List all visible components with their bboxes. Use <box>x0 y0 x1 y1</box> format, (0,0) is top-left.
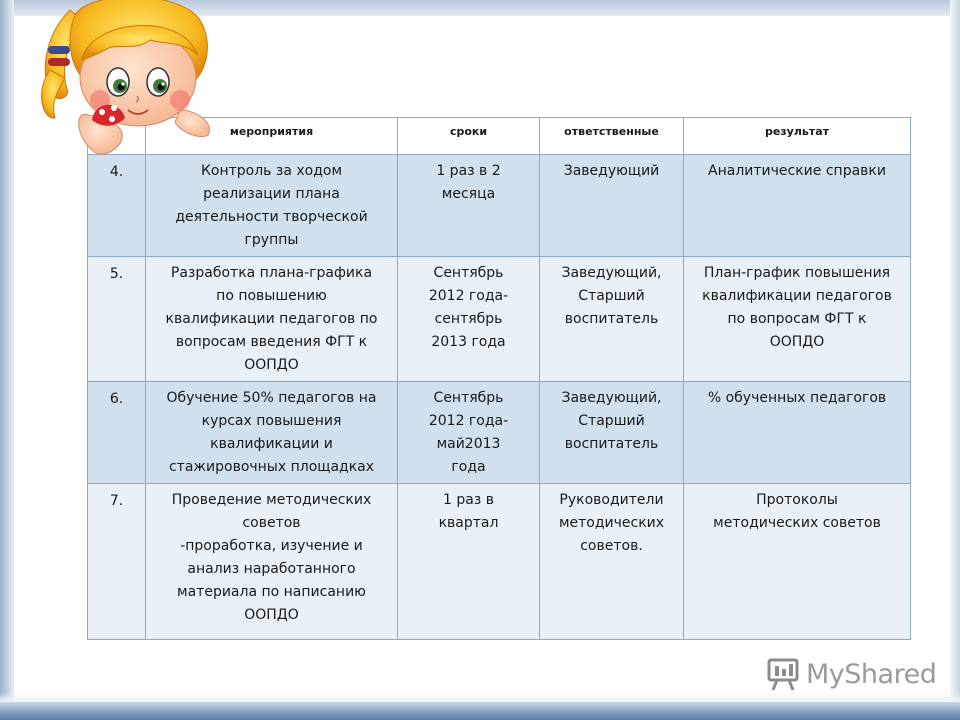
cell-responsible <box>540 382 684 484</box>
activity-line: по повышению <box>216 288 327 304</box>
cell-result <box>684 257 911 382</box>
activity-line: вопросам введения ФГТ к <box>175 334 368 350</box>
activity-line: Контроль за ходом <box>200 163 343 179</box>
deadline-line: 2013 года <box>431 334 506 350</box>
table-row <box>88 382 911 484</box>
result-line: по вопросам ФГТ к <box>727 311 867 327</box>
result-line: методических советов <box>713 515 881 531</box>
result-line: % обученных педагогов <box>707 390 887 406</box>
deadline-line: 1 раз в <box>443 492 494 508</box>
activity-line: Проведение методических <box>171 492 372 508</box>
table-row <box>88 484 911 640</box>
row-number-text: 6. <box>109 391 124 407</box>
responsible-line: воспитатель <box>564 311 659 327</box>
cell-result <box>684 382 911 484</box>
row-number-text: 4. <box>109 164 124 180</box>
activity-line: стажировочных площадках <box>168 459 375 475</box>
result-line: Протоколы <box>756 492 838 508</box>
presentation-board-icon <box>766 657 802 691</box>
slide-frame-bottom-shine <box>0 692 960 702</box>
activity-line: группы <box>244 232 299 248</box>
deadline-line: 2012 года- <box>428 413 509 429</box>
responsible-line: Заведующий, <box>561 390 662 406</box>
activity-line: Разработка плана-графика <box>170 265 373 281</box>
girl-illustration <box>30 0 230 190</box>
schedule-table <box>87 117 911 640</box>
cell-responsible <box>540 257 684 382</box>
slide-frame-right <box>950 0 960 720</box>
row-number <box>88 382 146 484</box>
cell-deadline <box>398 382 540 484</box>
header-result: результат <box>684 118 911 155</box>
responsible-line: воспитатель <box>564 436 659 452</box>
header-responsible: ответственные <box>540 118 684 155</box>
responsible-line: Заведующий <box>563 163 660 179</box>
logo-text: MyShared <box>806 658 937 690</box>
activity-line: курсах повышения <box>201 413 342 429</box>
responsible-line: методических <box>558 515 665 531</box>
responsible-line: Руководители <box>559 492 664 508</box>
responsible-line: советов. <box>580 538 643 554</box>
cell-result <box>684 155 911 257</box>
activity-line: ООПДО <box>244 607 299 623</box>
responsible-line: Старший <box>578 288 645 304</box>
slide-frame-left <box>0 0 14 720</box>
cell-responsible <box>540 155 684 257</box>
activity-line: квалификации педагогов по <box>165 311 378 327</box>
activity-line: анализ наработанного <box>187 561 356 577</box>
cell-deadline <box>398 155 540 257</box>
row-number <box>88 484 146 640</box>
slide-frame-bottom <box>0 702 960 720</box>
deadline-line: май2013 <box>436 436 501 452</box>
activity-line: Обучение 50% педагогов на <box>166 390 377 406</box>
deadline-line: Сентябрь <box>433 390 504 406</box>
header-activity: мероприятия <box>146 118 398 155</box>
row-number <box>88 257 146 382</box>
cell-activity <box>146 257 398 382</box>
activity-line: квалификации и <box>210 436 333 452</box>
result-line: ООПДО <box>769 334 825 350</box>
cell-deadline <box>398 484 540 640</box>
activity-line: реализации плана <box>203 186 340 202</box>
cell-activity <box>146 484 398 640</box>
activity-line: ООПДО <box>244 357 299 373</box>
deadline-line: года <box>451 459 486 475</box>
activity-line: советов <box>242 515 301 531</box>
row-number-text: 5. <box>109 266 124 282</box>
table-row <box>88 257 911 382</box>
myshared-logo <box>766 656 936 692</box>
activity-line: -проработка, изучение и <box>180 538 363 554</box>
activity-line: материала по написанию <box>177 584 366 600</box>
deadline-line: Сентябрь <box>433 265 504 281</box>
activity-line: деятельности творческой <box>175 209 368 225</box>
result-line: План-график повышения <box>703 265 891 281</box>
deadline-line: квартал <box>438 515 499 531</box>
result-line: Аналитические справки <box>708 163 886 179</box>
responsible-line: Заведующий, <box>561 265 662 281</box>
result-line: квалификации педагогов <box>702 288 892 304</box>
deadline-line: 2012 года- <box>428 288 509 304</box>
cell-result <box>684 484 911 640</box>
responsible-line: Старший <box>578 413 645 429</box>
cell-responsible <box>540 484 684 640</box>
cell-deadline <box>398 257 540 382</box>
row-number-text: 7. <box>109 493 124 509</box>
cell-activity <box>146 382 398 484</box>
deadline-line: сентябрь <box>434 311 503 327</box>
header-deadline: сроки <box>398 118 540 155</box>
deadline-line: месяца <box>441 186 496 202</box>
deadline-line: 1 раз в 2 <box>436 163 501 179</box>
